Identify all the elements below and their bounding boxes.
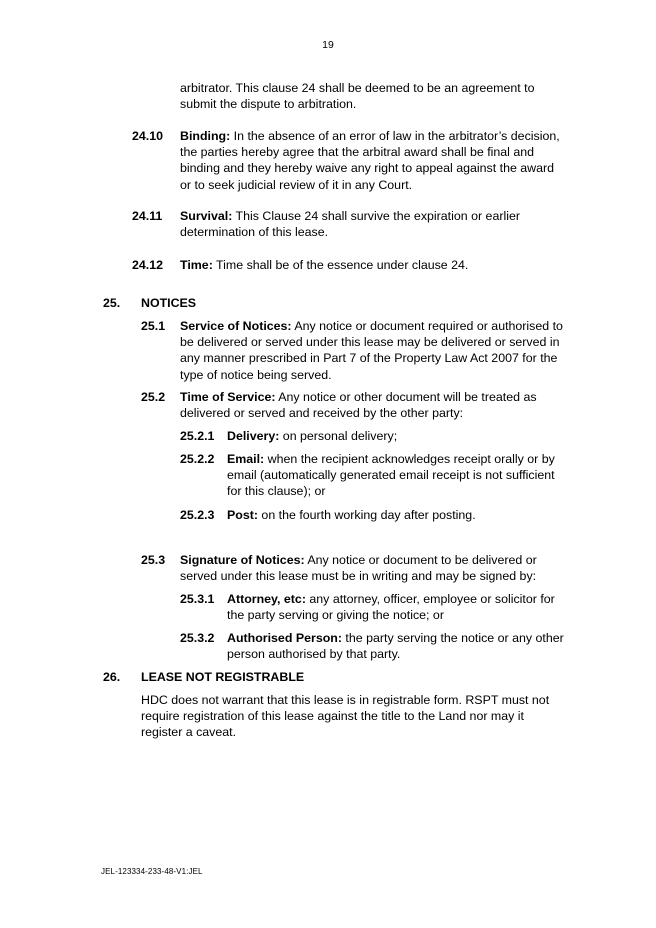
text-line: or to seek judicial review of it in any Court. xyxy=(180,177,413,192)
clause-25-3-1 xyxy=(227,591,555,623)
clause-heading: Post: xyxy=(227,508,258,522)
clause-text: the party serving the notice or any other xyxy=(341,631,564,645)
clause-24-12 xyxy=(180,257,468,273)
clause-text: In the absence of an error of law in the arbitrator’s decision, xyxy=(230,129,560,143)
clause-heading: Signature of Notices: xyxy=(180,553,305,567)
text-line: arbitrator. This clause 24 shall be deemed to be an agreement to xyxy=(180,81,535,95)
section-26-body xyxy=(141,692,549,741)
clause-number: 25.3.2 xyxy=(180,631,215,645)
section-title: LEASE NOT REGISTRABLE xyxy=(141,670,305,684)
clause-24-10 xyxy=(180,128,560,193)
clause-number: 25.2.1 xyxy=(180,429,215,443)
clause-text: This Clause 24 shall survive the expiration or earlier xyxy=(232,209,520,223)
clause-25-3 xyxy=(180,552,537,584)
text-line: binding and they hereby waive any right to appeal against the award xyxy=(180,161,555,176)
clause-number: 25.2.2 xyxy=(180,452,215,466)
clause-24-11 xyxy=(180,208,520,240)
clause-number: 25.2 xyxy=(141,390,166,404)
clause-number: 25.3.1 xyxy=(180,592,215,606)
text-line: be delivered or served under this lease may be delivered or served in xyxy=(180,335,560,350)
clause-25-2-3 xyxy=(227,507,476,523)
section-number: 25. xyxy=(103,296,121,310)
text-line: the parties hereby agree that the arbitral award shall be final and xyxy=(180,145,535,160)
text-line: served under this lease must be in writing and may be signed by: xyxy=(180,569,537,584)
clause-heading: Delivery: xyxy=(227,429,280,443)
text-line: submit the dispute to arbitration. xyxy=(180,97,357,112)
clause-heading: Survival: xyxy=(180,209,233,223)
clause-number: 24.10 xyxy=(132,129,164,143)
text-line: require registration of this lease against the title to the Land nor may it xyxy=(141,709,524,724)
clause-text: Time shall be of the essence under clause 24. xyxy=(212,258,469,272)
text-line: for this clause); or xyxy=(227,484,326,499)
clause-25-1 xyxy=(180,318,563,383)
text-line: determination of this lease. xyxy=(180,225,329,240)
section-number: 26. xyxy=(103,670,121,684)
clause-text: when the recipient acknowledges receipt orally or by xyxy=(264,452,555,466)
clause-25-2 xyxy=(180,389,537,421)
clause-text: on personal delivery; xyxy=(279,429,398,443)
text-line: register a caveat. xyxy=(141,725,237,740)
clause-heading: Authorised Person: xyxy=(227,631,342,645)
section-title: NOTICES xyxy=(141,296,197,310)
clause-heading: Time of Service: xyxy=(180,390,276,404)
text-line: email (automatically generated email receipt is not sufficient xyxy=(227,468,555,483)
text-line: HDC does not warrant that this lease is in registrable form. RSPT must not xyxy=(141,693,550,707)
clause-number: 25.2.3 xyxy=(180,508,215,522)
clause-25-3-2 xyxy=(227,630,564,662)
clause-heading: Service of Notices: xyxy=(180,319,292,333)
clause-25-2-1 xyxy=(227,428,397,444)
text-line: the party serving or giving the notice; or xyxy=(227,608,444,623)
text-line: person authorised by that party. xyxy=(227,647,401,662)
clause-number: 25.1 xyxy=(141,319,166,333)
clause-number: 24.11 xyxy=(132,209,163,223)
text-line: delivered or served and received by the other party: xyxy=(180,406,464,421)
clause-25-2-2 xyxy=(227,451,555,500)
clause-text: Any notice or document to be delivered or xyxy=(304,553,537,567)
clause-number: 25.3 xyxy=(141,553,166,567)
text-line: type of notice being served. xyxy=(180,367,332,382)
clause-heading: Email: xyxy=(227,452,265,466)
clause-text: any attorney, officer, employee or solicitor for xyxy=(305,592,555,606)
page-number: 19 xyxy=(322,39,334,51)
clause-heading: Binding: xyxy=(180,129,231,143)
clause-heading: Attorney, etc: xyxy=(227,592,306,606)
clause-text: Any notice or document required or authorised to xyxy=(291,319,563,333)
clause-text: Any notice or other document will be treated as xyxy=(275,390,537,404)
clause-heading: Time: xyxy=(180,258,213,272)
footer-reference: JEL-123334-233-48-V1:JEL xyxy=(101,867,203,876)
text-line: any manner prescribed in Part 7 of the Property Law Act 2007 for the xyxy=(180,351,558,366)
clause-text: on the fourth working day after posting. xyxy=(257,508,476,522)
clause-number: 24.12 xyxy=(132,258,164,272)
clause-24-9-continuation xyxy=(180,80,535,112)
